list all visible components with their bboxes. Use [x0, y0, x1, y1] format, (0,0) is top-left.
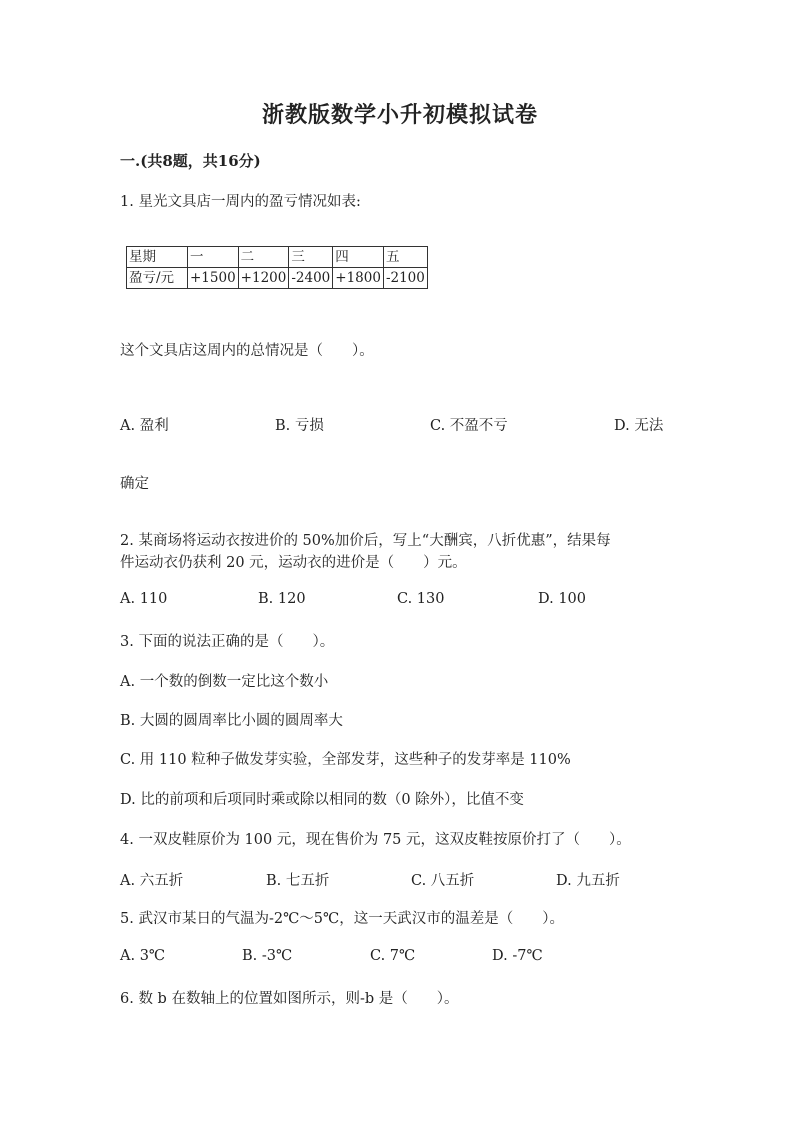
q5-option-b: B. -3℃: [242, 948, 293, 964]
table-cell: 三: [289, 247, 333, 268]
q4-option-a: A. 六五折: [120, 873, 184, 889]
q4-option-c: C. 八五折: [411, 873, 475, 889]
q1-option-a: A. 盈利: [120, 418, 169, 434]
q5-option-a: A. 3℃: [120, 948, 166, 964]
table-row: [127, 268, 428, 289]
q1-option-d-continued: 确定: [120, 476, 149, 492]
question-4-stem: 4. 一双皮鞋原价为 100 元，现在售价为 75 元，这双皮鞋按原价打了（ ）。: [120, 832, 631, 848]
table-cell: 五: [383, 247, 427, 268]
table-cell: 一: [188, 247, 239, 268]
table-header-row: [127, 247, 428, 268]
question-3-stem: 3. 下面的说法正确的是（ ）。: [120, 634, 335, 650]
question-1-stem: 1. 星光文具店一周内的盈亏情况如表:: [120, 194, 361, 210]
table-cell: +1200: [238, 268, 289, 289]
q2-option-b: B. 120: [258, 591, 306, 607]
q1-option-b: B. 亏损: [275, 418, 324, 434]
table-cell: 四: [333, 247, 384, 268]
table-cell: +1500: [188, 268, 239, 289]
q3-option-c: C. 用 110 粒种子做发芽实验，全部发芽，这些种子的发芽率是 110%: [120, 752, 571, 768]
question-5-stem: 5. 武汉市某日的气温为-2℃～5℃，这一天武汉市的温差是（ ）。: [120, 911, 564, 927]
q3-option-a: A. 一个数的倒数一定比这个数小: [120, 674, 329, 690]
profit-table: [126, 246, 428, 289]
question-2-stem-line-1: 2. 某商场将运动衣按进价的 50%加价后，写上“大酬宾，八折优惠”，结果每: [120, 533, 611, 549]
q3-option-b: B. 大圆的圆周率比小圆的圆周率大: [120, 713, 343, 729]
table-cell: 二: [238, 247, 289, 268]
table-cell: +1800: [333, 268, 384, 289]
table-cell: -2100: [383, 268, 427, 289]
question-6-stem: 6. 数 b 在数轴上的位置如图所示，则-b 是（ ）。: [120, 991, 459, 1007]
section-heading: 一.(共8题，共16分): [120, 152, 261, 170]
table-cell: 星期: [127, 247, 188, 268]
q2-option-a: A. 110: [120, 591, 168, 607]
question-1-prompt: 这个文具店这周内的总情况是（ ）。: [120, 343, 374, 359]
table-cell: -2400: [289, 268, 333, 289]
q2-option-d: D. 100: [538, 591, 587, 607]
q4-option-b: B. 七五折: [266, 873, 330, 889]
q1-option-c: C. 不盈不亏: [430, 418, 508, 434]
q5-option-c: C. 7℃: [370, 948, 416, 964]
q3-option-d: D. 比的前项和后项同时乘或除以相同的数（0 除外），比值不变: [120, 792, 524, 808]
question-2-stem-line-2: 件运动衣仍获利 20 元，运动衣的进价是（ ）元。: [120, 555, 467, 571]
q5-option-d: D. -7℃: [492, 948, 543, 964]
table-cell: 盈亏/元: [127, 268, 188, 289]
q4-option-d: D. 九五折: [556, 873, 620, 889]
page-title: 浙教版数学小升初模拟试卷: [261, 102, 538, 128]
q1-option-d: D. 无法: [614, 418, 664, 434]
q2-option-c: C. 130: [397, 591, 445, 607]
